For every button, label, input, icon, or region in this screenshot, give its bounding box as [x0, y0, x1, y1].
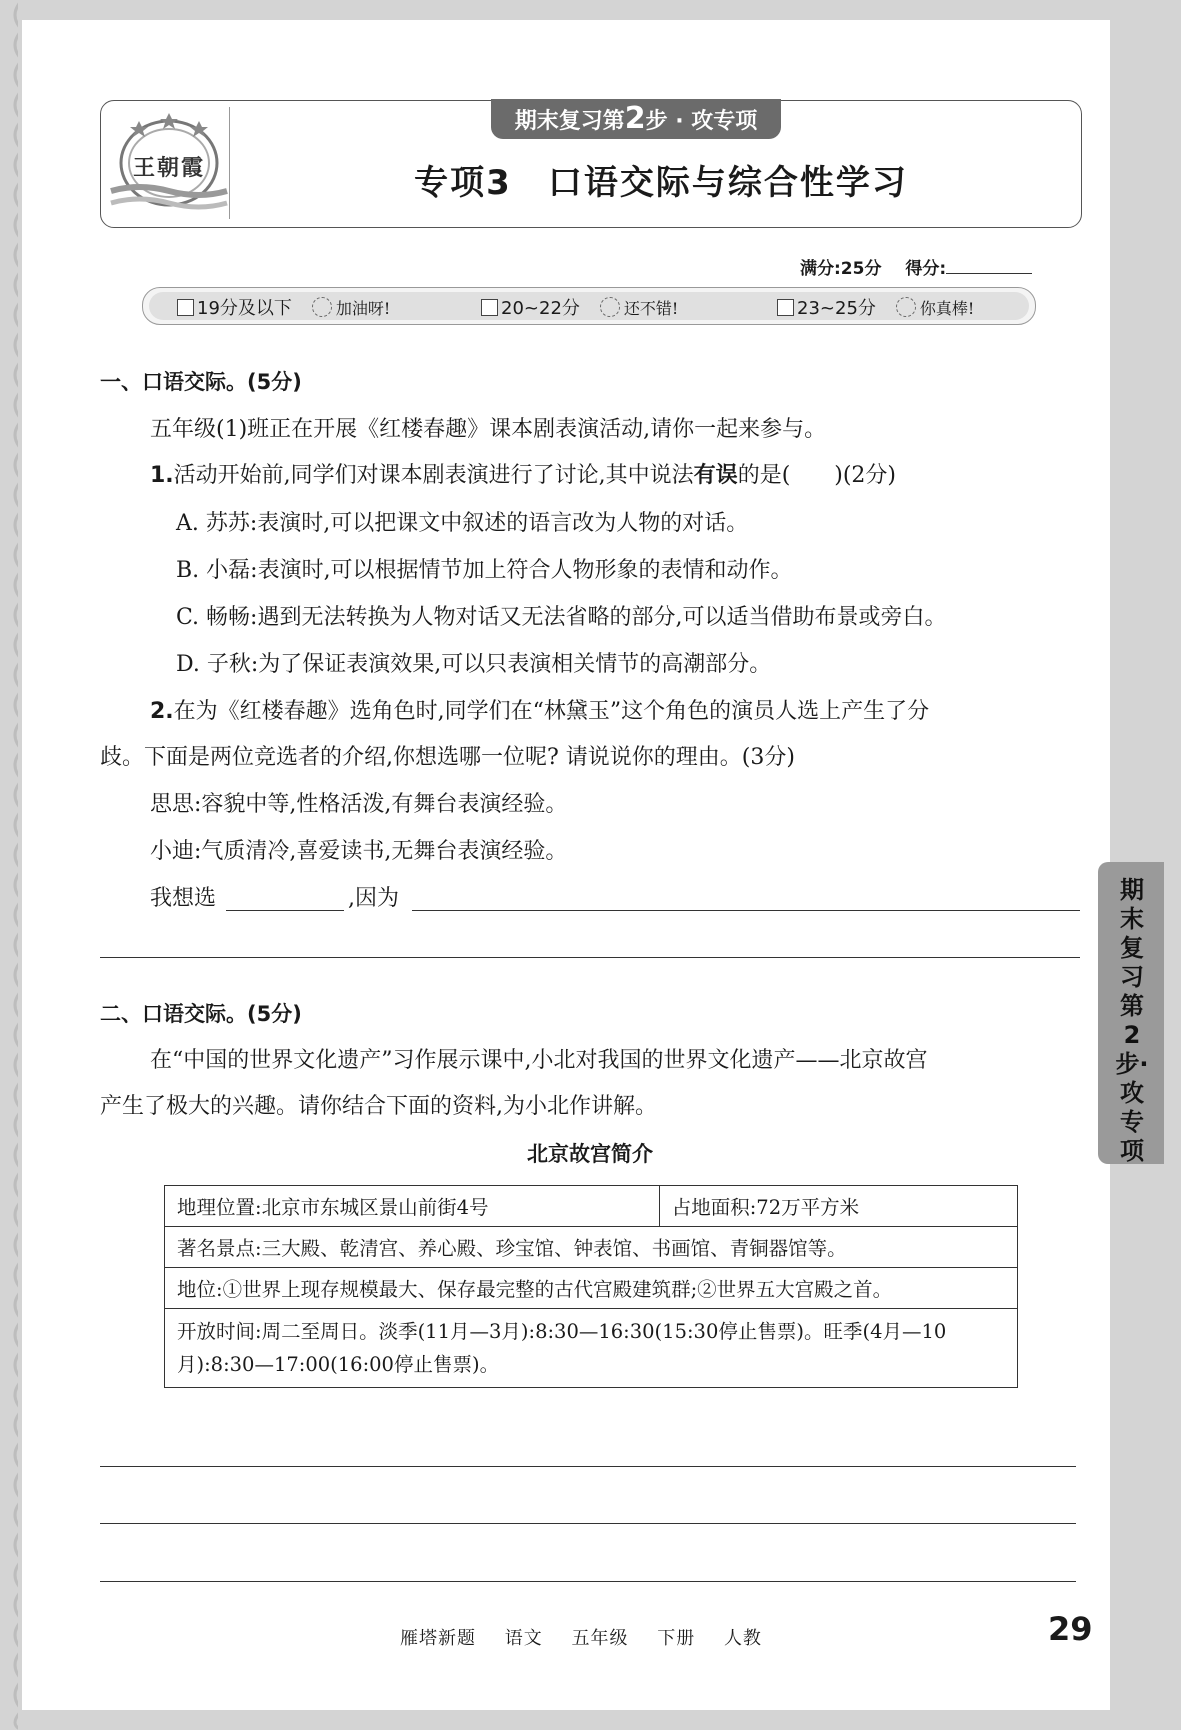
question-1	[150, 458, 896, 489]
footer	[400, 1624, 784, 1650]
grade-bar	[142, 287, 1036, 325]
score-line	[800, 254, 1032, 279]
table-cell-sights: 著名景点:三大殿、乾清宫、养心殿、珍宝馆、钟表馆、书画馆、青铜器馆等。	[165, 1227, 1018, 1268]
table-title: 北京故宫简介	[527, 1142, 653, 1166]
question-1-post: 的是( )(2分)	[737, 463, 897, 488]
grade-range: 23~25分	[797, 298, 876, 319]
side-tab	[1098, 862, 1164, 1164]
footer-grade: 五年级	[571, 1628, 629, 1649]
got-score-blank[interactable]	[946, 273, 1032, 274]
answer-prompt-pre: 我想选	[150, 886, 217, 911]
checkbox[interactable]	[177, 299, 194, 316]
grade-range: 19分及以下	[197, 298, 292, 319]
full-score: 满分:25分	[800, 259, 882, 279]
grade-message: 你真棒!	[919, 299, 975, 318]
grade-message: 加油呀!	[335, 299, 391, 318]
checkbox[interactable]	[481, 299, 498, 316]
side-tab-label: 期末复习第2步·攻专项	[1115, 876, 1149, 1165]
section2-heading: 二、口语交际。(5分)	[100, 1002, 302, 1026]
logo-text: 王朝霞	[133, 155, 206, 181]
smiley-icon	[600, 297, 620, 317]
footer-volume: 下册	[657, 1628, 696, 1649]
question-number: 2.	[150, 699, 174, 724]
answer-line[interactable]	[100, 1581, 1076, 1582]
option-a[interactable]: A. 苏苏:表演时,可以把课文中叙述的语言改为人物的对话。	[176, 511, 749, 536]
stage-tab	[491, 99, 781, 139]
table-cell-location: 地理位置:北京市东城区景山前街4号	[165, 1186, 660, 1227]
stage-tab-prefix: 期末复习第	[514, 109, 625, 134]
question-1-emphasis: 有误	[693, 463, 738, 488]
candidate-xiaodi: 小迪:气质清冷,喜爱读书,无舞台表演经验。	[150, 839, 568, 864]
grade-range: 20~22分	[501, 298, 580, 319]
question-2-line1	[150, 694, 929, 725]
answer-line[interactable]	[100, 1523, 1076, 1524]
question-1-pre: 活动开始前,同学们对课本剧表演进行了讨论,其中说法	[173, 463, 694, 488]
palace-info-table	[164, 1185, 1018, 1388]
answer-choice-blank[interactable]	[226, 910, 344, 911]
grade-item	[777, 294, 974, 320]
page-title: 专项3 口语交际与综合性学习	[414, 163, 908, 203]
table-cell-area: 占地面积:72万平方米	[659, 1186, 1017, 1227]
got-score-label: 得分:	[905, 259, 947, 279]
option-d[interactable]: D. 子秋:为了保证表演效果,可以只表演相关情节的高潮部分。	[176, 652, 772, 677]
grade-message: 还不错!	[623, 299, 679, 318]
section1-heading: 一、口语交际。(5分)	[100, 370, 302, 394]
stage-tab-number: 2	[624, 101, 646, 136]
question-2-text: 在为《红楼春趣》选角色时,同学们在“林黛玉”这个角色的演员人选上产生了分	[173, 699, 930, 724]
section2-line1: 在“中国的世界文化遗产”习作展示课中,小北对我国的世界文化遗产——北京故宫	[150, 1048, 928, 1073]
left-wavy-edge	[0, 0, 18, 1730]
logo	[109, 107, 230, 219]
answer-line[interactable]	[100, 957, 1080, 958]
answer-reason-line[interactable]	[412, 910, 1080, 911]
candidate-sisi: 思思:容貌中等,性格活泼,有舞台表演经验。	[150, 792, 568, 817]
smiley-icon	[312, 297, 332, 317]
section1-intro: 五年级(1)班正在开展《红楼春趣》课本剧表演活动,请你一起来参与。	[150, 417, 827, 442]
stage-tab-suffix: 步 · 攻专项	[645, 109, 758, 134]
grade-item	[177, 294, 390, 320]
question-number: 1.	[150, 463, 174, 488]
header-box	[100, 100, 1082, 228]
question-2-line2: 歧。下面是两位竞选者的介绍,你想选哪一位呢? 请说说你的理由。(3分)	[100, 745, 795, 770]
section2-line2: 产生了极大的兴趣。请你结合下面的资料,为小北作讲解。	[100, 1094, 657, 1119]
page-number: 29	[1048, 1610, 1093, 1648]
checkbox[interactable]	[777, 299, 794, 316]
footer-publisher: 人教	[723, 1628, 762, 1649]
footer-series: 雁塔新题	[400, 1628, 476, 1649]
answer-line[interactable]	[100, 1466, 1076, 1467]
table-cell-hours: 开放时间:周二至周日。淡季(11月—3月):8:30—16:30(15:30停止售票)。旺季(4月—10月):8:30—17:00(16:00停止售票)。	[165, 1309, 1018, 1388]
smiley-icon	[896, 297, 916, 317]
footer-subject: 语文	[504, 1628, 543, 1649]
answer-prompt-mid: ,因为	[348, 886, 399, 911]
table-cell-status: 地位:①世界上现存规模最大、保存最完整的古代宫殿建筑群;②世界五大宫殿之首。	[165, 1268, 1018, 1309]
grade-item	[481, 294, 678, 320]
option-c[interactable]: C. 畅畅:遇到无法转换为人物对话又无法省略的部分,可以适当借助布景或旁白。	[176, 605, 947, 630]
option-b[interactable]: B. 小磊:表演时,可以根据情节加上符合人物形象的表情和动作。	[176, 558, 793, 583]
